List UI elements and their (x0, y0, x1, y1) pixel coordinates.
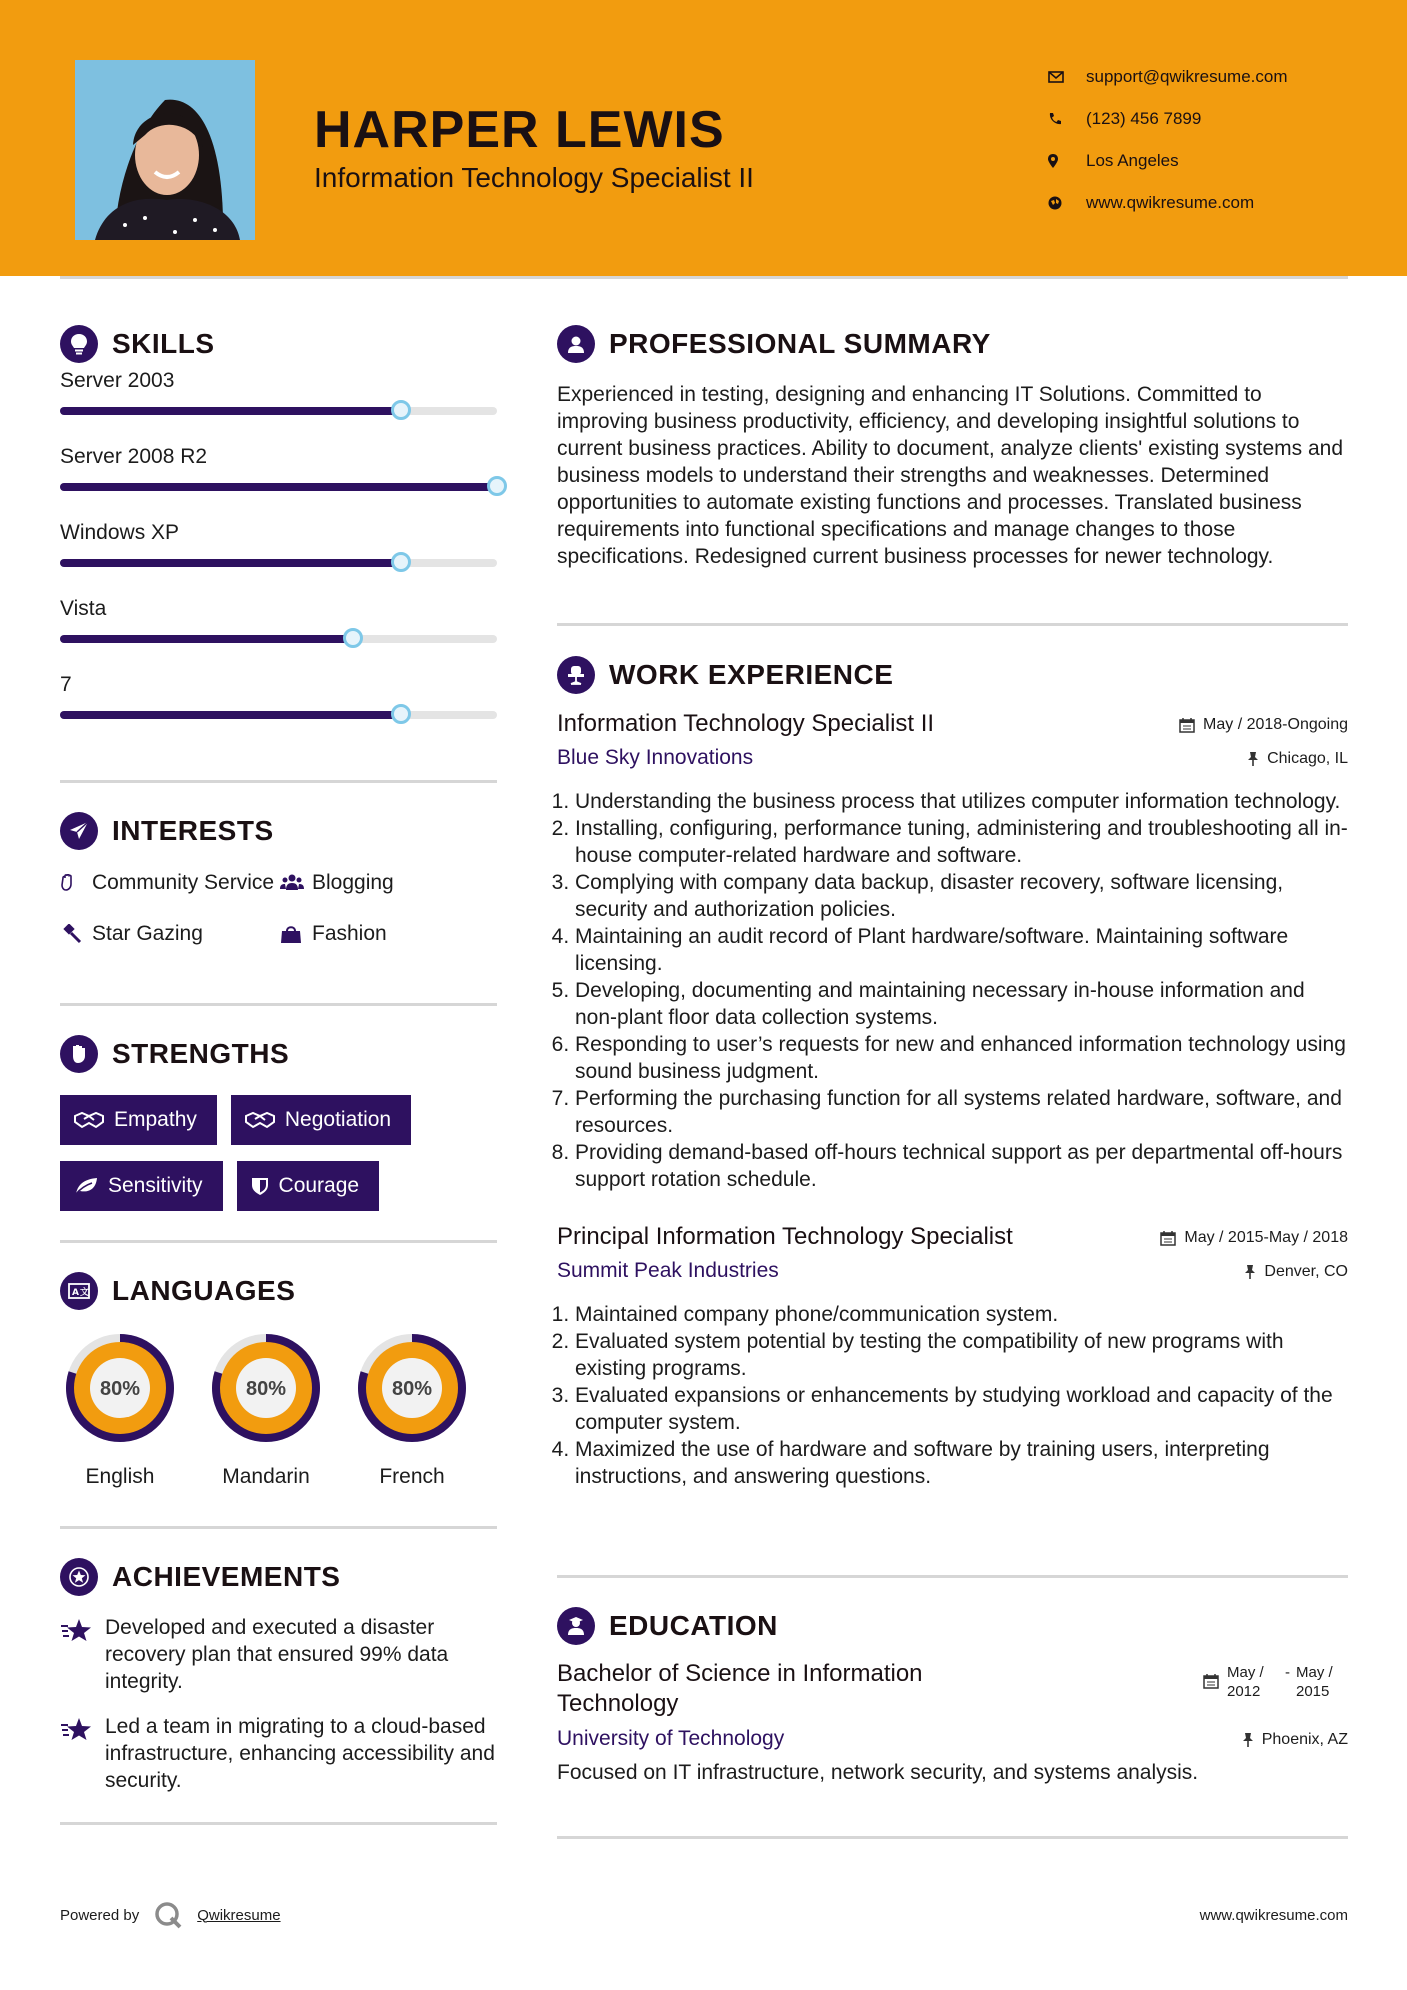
experience-section (557, 656, 1348, 1490)
job-title: Information Technology Specialist II (557, 710, 935, 737)
skill-knob (391, 704, 411, 724)
interest-label: Fashion (312, 922, 387, 945)
achievement-item (60, 1713, 497, 1794)
lightbulb-icon (60, 325, 98, 363)
duty-item: 1. Understanding the business process that utilizes computer information technology. (575, 788, 1348, 815)
languages-heading (60, 1272, 497, 1310)
achievement-item (60, 1614, 497, 1695)
divider (60, 1003, 497, 1006)
language-percent: 80% (245, 1378, 287, 1400)
divider (60, 780, 497, 783)
contact-email-text: support@qwikresume.com (1086, 67, 1288, 86)
language-percent: 80% (99, 1378, 141, 1400)
footer-website[interactable]: www.qwikresume.com (1199, 1906, 1348, 1924)
job-title: Principal Information Technology Specialist (557, 1223, 1013, 1250)
footer (60, 1900, 1348, 1930)
duty-item: 4. Maintaining an audit record of Plant hardware/software. Maintaining software licensing. (575, 923, 1348, 977)
language-item (206, 1328, 326, 1489)
svg-text:A: A (72, 1288, 80, 1298)
contact-phone-text: (123) 456 7899 (1086, 109, 1202, 128)
graduate-icon (557, 1607, 595, 1645)
pushpin-icon (1247, 751, 1259, 767)
language-label: Mandarin (222, 1465, 310, 1488)
qwikresume-logo-icon (153, 1900, 183, 1930)
interest-item (60, 921, 280, 951)
map-pin-icon (1048, 154, 1086, 168)
languages-section (60, 1272, 497, 1489)
strength-label: Empathy (114, 1108, 197, 1131)
job-dates (1160, 1229, 1348, 1247)
interests-section (60, 812, 497, 951)
interest-label: Blogging (312, 871, 394, 894)
user-icon (557, 325, 595, 363)
duty-item: 5. Developing, documenting and maintaining necessary in-house information and non-plant floor data collection systems. (575, 977, 1348, 1031)
achievements-section (60, 1558, 497, 1794)
skill-track (60, 635, 497, 643)
language-label: French (379, 1465, 445, 1488)
divider (60, 1526, 497, 1529)
skill-knob (343, 628, 363, 648)
achievement-text: Developed and executed a disaster recovery plan that ensured 99% data integrity. (105, 1616, 449, 1693)
handshake-icon (245, 1111, 275, 1129)
resume-header (0, 0, 1407, 276)
skills-section (60, 325, 497, 749)
job-location-text: Denver, CO (1264, 1263, 1348, 1280)
interests-title: INTERESTS (112, 815, 274, 846)
skill-item (60, 445, 497, 521)
language-item (352, 1328, 472, 1489)
skill-label: Vista (60, 597, 107, 620)
achievement-text: Led a team in migrating to a cloud-based infrastructure, enhancing accessibility and security. (105, 1715, 495, 1792)
shield-icon (251, 1176, 269, 1196)
strengths-title: STRENGTHS (112, 1038, 290, 1069)
envelope-icon (1048, 71, 1086, 83)
school-name: University of Technology (557, 1727, 785, 1750)
duty-item: 3. Evaluated expansions or enhancements by studying workload and capacity of the computer system. (575, 1382, 1348, 1436)
calendar-icon (1179, 717, 1195, 733)
skill-item (60, 521, 497, 597)
skill-knob (391, 400, 411, 420)
skills-heading (60, 325, 497, 363)
experience-title: WORK EXPERIENCE (609, 659, 894, 690)
duty-item: 3. Complying with company data backup, disaster recovery, software licensing, security and authorization policies. (575, 869, 1348, 923)
strength-label: Sensitivity (108, 1174, 203, 1197)
job-dates-text: May / 2018-Ongoing (1203, 716, 1348, 733)
skill-label: 7 (60, 673, 72, 696)
interest-item (280, 921, 490, 951)
divider (557, 623, 1348, 626)
education-description: Focused on IT infrastructure, network security, and systems analysis. (557, 1761, 1199, 1784)
strength-label: Courage (278, 1174, 360, 1197)
shopping-bag-icon (280, 921, 312, 951)
office-chair-icon (557, 656, 595, 694)
users-icon (280, 870, 312, 899)
divider (557, 1836, 1348, 1839)
powered-by-label: Powered by (60, 1906, 140, 1924)
duty-item: 8. Providing demand-based off-hours technical support as per departmental off-hours support rotation schedule. (575, 1139, 1348, 1193)
summary-section (557, 325, 1348, 570)
strength-label: Negotiation (284, 1108, 392, 1131)
school-location (1242, 1731, 1348, 1749)
pushpin-icon (1242, 1732, 1254, 1748)
skill-item (60, 369, 497, 445)
education-heading (557, 1607, 1348, 1645)
skills-title: SKILLS (112, 328, 215, 359)
candidate-role: Information Technology Specialist II (314, 162, 754, 193)
skill-item (60, 673, 497, 749)
skill-track (60, 711, 497, 719)
company-name: Blue Sky Innovations (557, 746, 754, 769)
job-location (1247, 750, 1348, 768)
svg-text:文: 文 (80, 1288, 90, 1298)
candidate-name: HARPER LEWIS (314, 101, 725, 159)
strength-chip (231, 1095, 411, 1145)
handshake-icon (74, 1111, 104, 1129)
duty-list (557, 788, 1348, 1193)
strength-chip (237, 1161, 380, 1211)
hand-icon (60, 870, 92, 899)
divider (60, 1240, 497, 1243)
contact-location-text: Los Angeles (1086, 151, 1179, 170)
summary-text: Experienced in testing, designing and enhancing IT Solutions. Committed to improving business productivity, efficiency, and developing insightful solutions to current business practices. Ability to document, analyze clients' existing systems and business models to understand their strengths and weaknesses. Determined opportunities to automate existing functions and processes. Translated business requirements into functional specifications and manage changes to those specifications. Redesigned current business processes for newer technology. (557, 383, 1344, 568)
translate-icon (60, 1272, 98, 1310)
divider (557, 1575, 1348, 1578)
languages-title: LANGUAGES (112, 1275, 296, 1306)
skill-label: Windows XP (60, 521, 180, 544)
skill-track (60, 407, 497, 415)
language-percent: 80% (391, 1378, 433, 1400)
education-dates (1203, 1663, 1348, 1701)
star-icon (60, 1614, 105, 1695)
duty-item: 6. Responding to user’s requests for new and enhanced information technology using sound business judgment. (575, 1031, 1348, 1085)
gavel-icon (60, 921, 92, 951)
skill-label: Server 2008 R2 (60, 445, 208, 468)
calendar-icon (1160, 1230, 1176, 1246)
achievements-heading (60, 1558, 497, 1596)
interest-label: Star Gazing (92, 922, 203, 945)
skill-item (60, 597, 497, 673)
summary-title: PROFESSIONAL SUMMARY (609, 328, 991, 359)
interests-heading (60, 812, 497, 850)
language-ring (60, 1328, 180, 1448)
profile-photo (75, 60, 255, 240)
leaf-icon (74, 1177, 98, 1195)
company-name: Summit Peak Industries (557, 1259, 779, 1282)
job-entry (557, 710, 1348, 1193)
skill-knob (391, 552, 411, 572)
contact-list (1048, 56, 1288, 224)
job-location-text: Chicago, IL (1267, 750, 1348, 767)
interest-item (280, 870, 490, 899)
skill-label: Server 2003 (60, 369, 175, 392)
skill-track (60, 559, 497, 567)
duty-list (557, 1301, 1348, 1490)
language-ring (206, 1328, 326, 1448)
contact-website[interactable] (1048, 182, 1288, 224)
degree-title: Bachelor of Science in Information Technology (557, 1660, 923, 1717)
experience-heading (557, 656, 1348, 694)
education-title: EDUCATION (609, 1610, 778, 1641)
interest-item (60, 870, 280, 899)
contact-phone[interactable] (1048, 98, 1288, 140)
paper-plane-icon (60, 812, 98, 850)
duty-item: 2. Installing, configuring, performance tuning, administering and troubleshooting all in-house computer-related hardware and software. (575, 815, 1348, 869)
job-dates-text: May / 2015-May / 2018 (1184, 1229, 1348, 1246)
summary-heading (557, 325, 1348, 363)
strengths-section (60, 1035, 497, 1211)
duty-item: 7. Performing the purchasing function for all systems related hardware, software, and resources. (575, 1085, 1348, 1139)
fist-icon (60, 1035, 98, 1073)
skill-track (60, 483, 497, 491)
calendar-icon (1203, 1673, 1219, 1689)
duty-item: 2. Evaluated system potential by testing the compatibility of new programs with existing programs. (575, 1328, 1348, 1382)
star-badge-icon (60, 1558, 98, 1596)
divider (60, 1822, 497, 1825)
strength-chip (60, 1161, 223, 1211)
language-item (60, 1328, 180, 1489)
strength-chip (60, 1095, 217, 1145)
duty-item: 4. Maximized the use of hardware and software by training users, interpreting instructions, and answering questions. (575, 1436, 1348, 1490)
header-divider (60, 276, 1348, 279)
education-start: May / 2012 (1227, 1664, 1264, 1700)
language-label: English (85, 1465, 155, 1488)
education-end: May / 2015 (1296, 1664, 1333, 1700)
date-separator: - (1285, 1664, 1290, 1681)
achievements-title: ACHIEVEMENTS (112, 1561, 341, 1592)
strengths-heading (60, 1035, 497, 1073)
language-ring (352, 1328, 472, 1448)
star-icon (60, 1713, 105, 1794)
pushpin-icon (1244, 1264, 1256, 1280)
contact-email[interactable] (1048, 56, 1288, 98)
skill-knob (487, 476, 507, 496)
interest-label: Community Service (92, 871, 275, 894)
job-location (1244, 1263, 1348, 1281)
globe-icon (1048, 196, 1086, 210)
job-dates (1179, 716, 1348, 734)
school-location-text: Phoenix, AZ (1261, 1731, 1348, 1748)
job-entry (557, 1223, 1348, 1490)
duty-item: 1. Maintained company phone/communication system. (575, 1301, 1348, 1328)
contact-location (1048, 140, 1288, 182)
contact-website-text: www.qwikresume.com (1086, 193, 1255, 212)
phone-icon (1048, 112, 1086, 126)
brand-link[interactable]: Qwikresume (197, 1906, 281, 1924)
education-section (557, 1607, 1348, 1785)
